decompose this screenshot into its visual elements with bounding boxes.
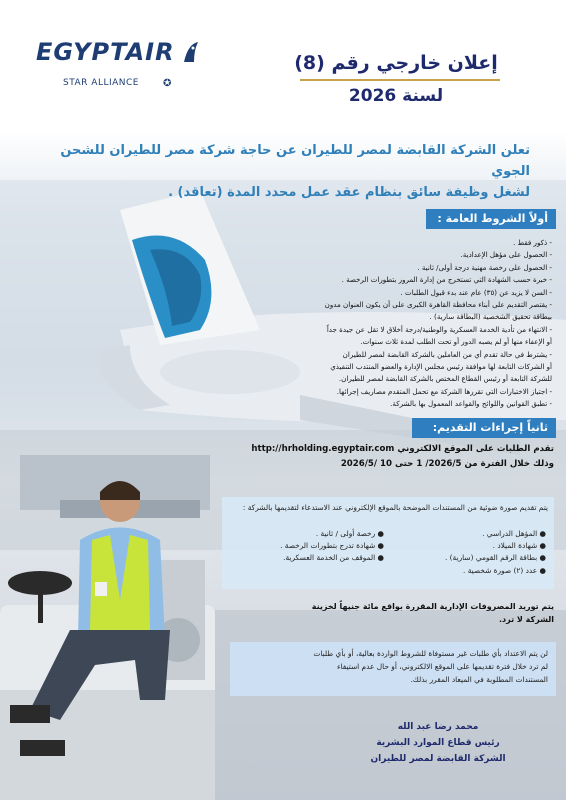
documents-left-column [280,528,384,565]
signatory-name: محمد رضا عبد الله [397,722,479,732]
condition-item: - الحصول على مؤهل الإعدادية. [460,250,552,260]
condition-item: - يشترط في حالة تقدم أي من العاملين بالشركة القابضة لمصر للطيران [342,349,552,359]
star-alliance-icon: ✪ [163,78,172,89]
egyptair-logo [36,38,196,98]
documents-intro: يتم تقديم صورة ضوئية من المستندات الموضحة بالموقع الإلكتروني عند الاستدعاء لتقديمها بالشركة : [242,503,548,512]
intro-line: لشغل وظيفة سائق بنظام عقد عمل محدد المدة (تعاقد) . [168,185,530,200]
fee-line: الشركة لا ترد. [498,615,554,624]
title-divider [300,79,500,81]
documents-right-column [445,528,546,577]
intro-paragraph [30,140,530,203]
signature-block [328,719,548,767]
fee-line: يتم توريد المصروفات الإدارية المقررة بواقع مائة جنيهاً لخزينة [311,602,554,611]
document-item: ● عدد (٢) صورة شخصية . [463,565,546,575]
egyptair-wordmark: EGYPTAIR [36,38,175,66]
procedures-text [214,442,554,472]
announcement-year: لسنة 2026 [348,86,444,106]
horus-icon [182,40,200,64]
condition-item: - الانتهاء من تأدية الخدمة العسكرية والوطنية/درجة أخلاق لا تقل عن جيدة جداً [326,324,552,334]
condition-item: بيطاقة تحقيق الشخصية (البطاقة سارية) . [429,312,552,322]
document-item: ● شهادة تدرج بتطورات الرخصة . [280,541,384,551]
star-alliance-label: STAR ALLIANCE [63,78,139,88]
disclaimer-text [238,647,548,686]
condition-item: - يقتصر التقديم على أبناء محافظة القاهرة الكبرى على أن يكون العنوان مدون [324,300,552,310]
condition-item: - تطبق القوانين واللوائح والقواعد المعمول بها بالشركة. [390,399,552,409]
document-item: ● شهادة الميلاد . [492,541,546,551]
document-item: ● المؤهل الدراسي . [482,529,546,538]
condition-item: أو الإعفاء منها أو لم يصبه الدور أو تحت الطلب لمدة ثلاث سنوات. [360,337,552,347]
disclaimer-line: المستندات المطلوبة في الميعاد المقرر بذلك. [410,675,548,684]
document-item: ● الموقف من الخدمة العسكرية. [283,553,384,563]
condition-item: - اجتياز الاختبارات التي تقررها الشركة مع تحمل المتقدم مصاريف إجرائها. [336,386,552,396]
condition-item: - خبرة حسب الشهادة التي تستخرج من إدارة المرور بتطورات الرخصة . [341,275,552,285]
signatory-company: الشركة القابضة لمصر للطيران [370,754,506,764]
required-documents-box [222,497,554,589]
procedures-heading: ثانياً إجراءات التقديم: [412,418,556,438]
condition-item: - السن لا يزيد عن (٣٥) عام عند بدء قبول الطلبات . [400,287,552,297]
announcement-title: إعلان خارجي رقم (8) [294,52,498,74]
document-item: ● بطاقة الرقم القومي (سارية) . [444,553,546,563]
general-conditions-heading: أولاً الشروط العامة : [426,209,556,229]
procedure-website-line: تقدم الطلبات على الموقع الالكتروني http://hrholding.egyptair.com [251,444,554,454]
document-item: ● رخصة أولى / ثانية . [315,529,384,538]
disclaimer-box [230,642,556,696]
signatory-role: رئيس قطاع الموارد البشرية [376,738,500,748]
disclaimer-line: لم ترد خلال فترة تقديمها على الموقع الالكتروني، أو حال عدم استيفاء [337,662,548,671]
condition-item: للشركة التابعة أو رئيس القطاع المختص بالشركة القابضة لمصر للطيران. [338,374,552,384]
procedure-period-line: وذلك خلال الفترة من 2026/5/ 1 حتى 10 /2026/5 [340,459,554,469]
condition-item: أو الشركات التابعة لها موافقة رئيس مجلس الإدارة والعضو المنتدب التنفيذي [330,362,552,372]
intro-line: تعلن الشركة القابضة لمصر للطيران عن حاجة شركة مصر للطيران للشحن الجوي [60,143,530,179]
condition-item: - ذكور فقط . [513,238,552,247]
fee-notice [228,600,554,626]
general-conditions-list [228,237,552,411]
disclaimer-line: لن يتم الاعتداد بأي طلبات غير مستوفاة للشروط الواردة بعالية، أو بأي طلبات [313,649,548,658]
condition-item: - الحصول على رخصة مهنية درجة أولى/ ثانية . [417,262,552,272]
